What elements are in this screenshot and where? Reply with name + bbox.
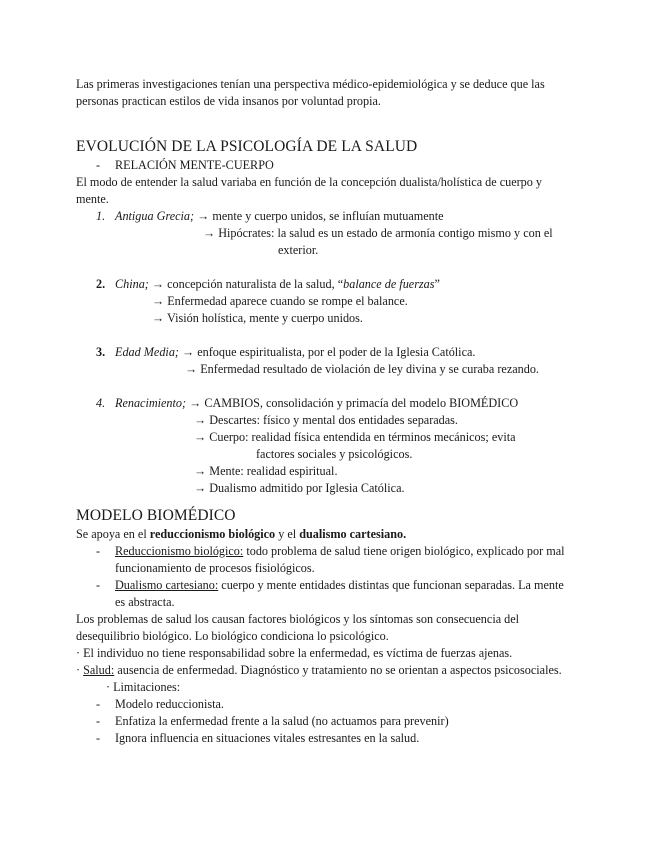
page-content bbox=[76, 76, 576, 747]
para-term: Salud: bbox=[83, 663, 115, 677]
subtitle-text: RELACIÓN MENTE-CUERPO bbox=[115, 158, 274, 172]
intro-bold-term: dualismo cartesiano. bbox=[299, 527, 407, 541]
bullet-reduccionismo bbox=[76, 543, 576, 577]
list-item-grecia bbox=[76, 208, 576, 225]
dash-bullet: - bbox=[96, 544, 101, 558]
item-subline: → Mente: realidad espiritual. bbox=[194, 464, 338, 478]
list-item-edad-media bbox=[76, 344, 576, 361]
limitation-item bbox=[76, 713, 576, 730]
limitation-item bbox=[76, 730, 576, 747]
item-label: Renacimiento; bbox=[115, 396, 187, 410]
section-title-evolucion: EVOLUCIÓN DE LA PSICOLOGÍA DE LA SALUD bbox=[76, 138, 418, 155]
item-subline: → Hipócrates: la salud es un estado de armonía contigo mismo y con el bbox=[203, 226, 553, 240]
section1-intro: El modo de entender la salud variaba en función de la concepción dualista/holística de cuerpo y mente. bbox=[76, 175, 542, 206]
item-text: → concepción naturalista de la salud, “ bbox=[148, 277, 344, 291]
item-text: → enfoque espiritualista, por el poder de la Iglesia Católica. bbox=[178, 345, 476, 359]
item-subline-cont: exterior. bbox=[278, 243, 319, 257]
item-number: 2. bbox=[96, 277, 106, 291]
limitation-text: Enfatiza la enfermedad frente a la salud (no actuamos para prevenir) bbox=[115, 714, 449, 728]
bullet-dualismo bbox=[76, 577, 576, 611]
item-label: Edad Media; bbox=[115, 345, 179, 359]
item-subline: → Visión holística, mente y cuerpo unidos. bbox=[152, 311, 363, 325]
item-number: 3. bbox=[96, 345, 106, 359]
bullet-term: Reduccionismo biológico: bbox=[115, 544, 244, 558]
intro-text: y el bbox=[275, 527, 300, 541]
item-subline: → Enfermedad resultado de violación de ley divina y se curaba rezando. bbox=[185, 362, 539, 376]
item-subline: → Dualismo admitido por Iglesia Católica. bbox=[194, 481, 405, 495]
item-text: → CAMBIOS, consolidación y primacía del modelo BIOMÉDICO bbox=[186, 396, 519, 410]
bullet-text: todo problema de salud tiene origen biológico, explicado por mal funcionamiento de procesos fisiológicos. bbox=[115, 544, 565, 575]
limitation-text: Ignora influencia en situaciones vitales estresantes en la salud. bbox=[115, 731, 420, 745]
item-text: → mente y cuerpo unidos, se influían mutuamente bbox=[194, 209, 444, 223]
subtitle-relacion bbox=[76, 157, 576, 174]
item-text-end: ” bbox=[434, 277, 440, 291]
para-dot: · bbox=[76, 663, 84, 677]
section2-intro bbox=[76, 526, 576, 543]
dash-bullet: - bbox=[96, 578, 101, 592]
list-item-renacimiento bbox=[76, 395, 576, 412]
section2-paragraph-3 bbox=[76, 662, 576, 679]
intro-text: Se apoya en el bbox=[76, 527, 150, 541]
limitation-text: Modelo reduccionista. bbox=[115, 697, 224, 711]
item-label: China; bbox=[115, 277, 149, 291]
limitations-label: · Limitaciones: bbox=[106, 680, 181, 694]
item-subline-cont: factores sociales y psicológicos. bbox=[256, 447, 413, 461]
dash-bullet: - bbox=[96, 158, 101, 172]
item-number: 4. bbox=[96, 396, 106, 410]
dash-bullet: - bbox=[96, 697, 101, 711]
section2-paragraph-2: · El individuo no tiene responsabilidad sobre la enfermedad, es víctima de fuerzas ajenas. bbox=[76, 646, 513, 660]
item-quote: balance de fuerzas bbox=[343, 277, 435, 291]
item-label: Antigua Grecia; bbox=[115, 209, 195, 223]
bullet-term: Dualismo cartesiano: bbox=[115, 578, 219, 592]
section2-paragraph-1: Los problemas de salud los causan factores biológicos y los síntomas son consecuencia del desequilibrio biológico. Lo biológico condiciona lo psicológico. bbox=[76, 612, 520, 643]
section-title-modelo: MODELO BIOMÉDICO bbox=[76, 507, 236, 524]
limitation-item bbox=[76, 696, 576, 713]
intro-bold-term: reduccionismo biológico bbox=[149, 527, 276, 541]
list-item-china bbox=[76, 276, 576, 293]
item-subline: → Cuerpo: realidad física entendida en términos mecánicos; evita bbox=[194, 430, 516, 444]
item-subline: → Descartes: físico y mental dos entidades separadas. bbox=[194, 413, 458, 427]
item-subline: → Enfermedad aparece cuando se rompe el balance. bbox=[152, 294, 408, 308]
bullet-text: cuerpo y mente entidades distintas que funcionan separadas. La mente es abstracta. bbox=[115, 578, 564, 609]
dash-bullet: - bbox=[96, 731, 101, 745]
dash-bullet: - bbox=[96, 714, 101, 728]
intro-paragraph: Las primeras investigaciones tenían una perspectiva médico-epidemiológica y se deduce que las personas practican estilos de vida insanos por voluntad propia. bbox=[76, 77, 545, 108]
para-text: ausencia de enfermedad. Diagnóstico y tratamiento no se orientan a aspectos psicosociales. bbox=[114, 663, 562, 677]
item-number: 1. bbox=[96, 209, 106, 223]
